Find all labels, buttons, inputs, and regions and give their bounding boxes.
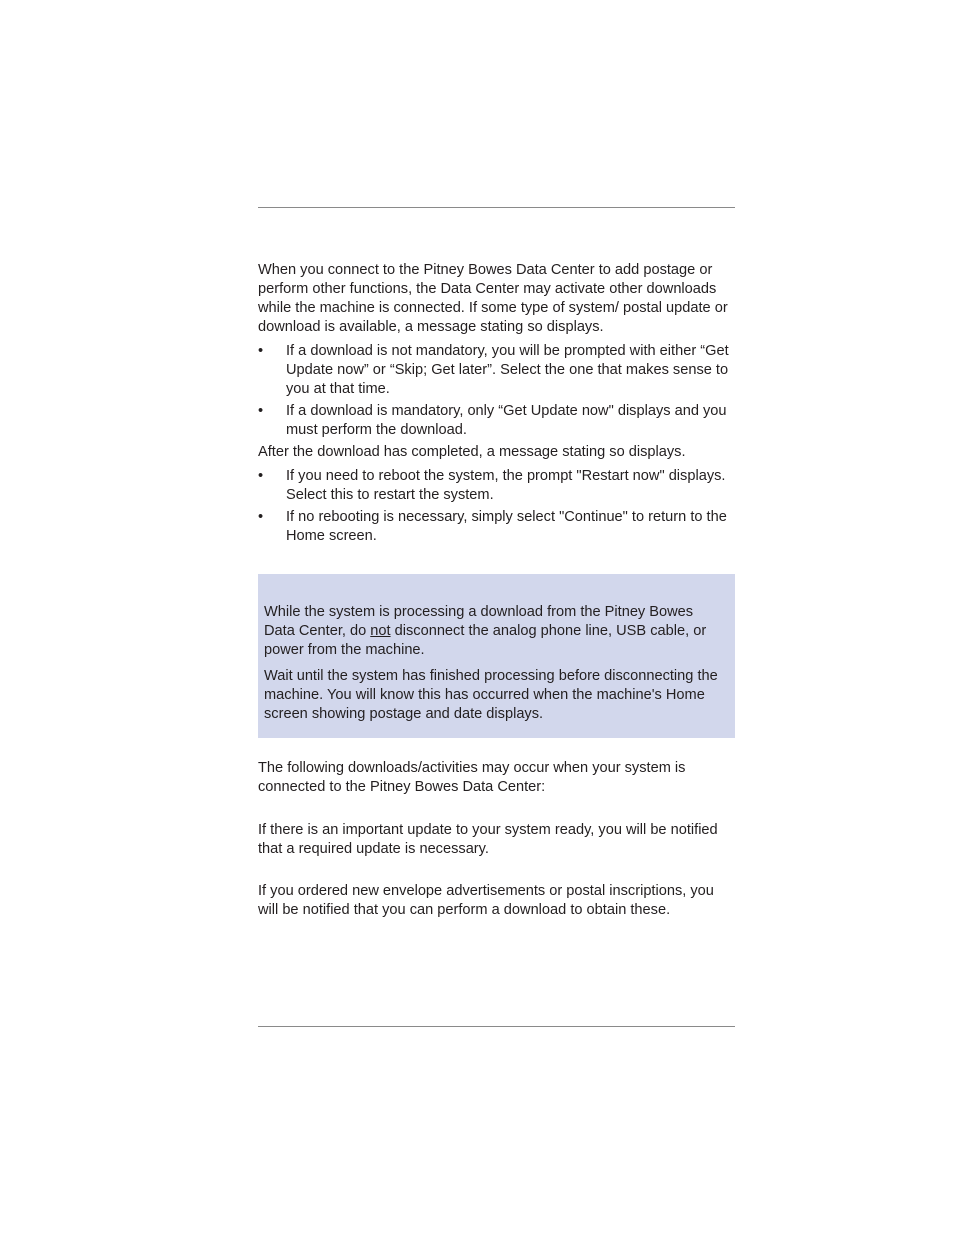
list-item bbox=[258, 402, 735, 440]
note-text: disconnect the analog phone line, USB cable, or power from the machine. bbox=[264, 623, 707, 658]
envelope-paragraph: If you ordered new envelope advertisements or postal inscriptions, you will be notified that you can perform a download to obtain these. bbox=[258, 883, 714, 918]
bullet-marker: • bbox=[258, 343, 264, 359]
list-item-text: If a download is not mandatory, you will be prompted with either “Get Update now” or “Skip; Get later”. Select the one that makes sense to you at that time. bbox=[286, 343, 729, 397]
bullet-marker: • bbox=[258, 403, 264, 419]
list-item bbox=[258, 508, 735, 546]
completion-prompt-list bbox=[258, 467, 735, 546]
list-item bbox=[258, 342, 735, 399]
note-paragraph-2: Wait until the system has finished processing before disconnecting the machine. You will know this has occurred when the machine's Home screen showing postage and date displays. bbox=[264, 668, 718, 722]
list-item-text: If you need to reboot the system, the prompt "Restart now" displays. Select this to restart the system. bbox=[286, 468, 726, 503]
intro-paragraph: When you connect to the Pitney Bowes Data Center to add postage or perform other functions, the Data Center may activate other downloads while the machine is connected. If some type of system/ postal update or download is available, a message stating so displays. bbox=[258, 262, 728, 335]
note-paragraph-1 bbox=[264, 603, 727, 660]
list-item-text: If no rebooting is necessary, simply select "Continue" to return to the Home screen. bbox=[286, 509, 727, 544]
list-item-text: If a download is mandatory, only “Get Update now" displays and you must perform the download. bbox=[286, 403, 727, 438]
bullet-marker: • bbox=[258, 468, 264, 484]
note-emphasis: not bbox=[370, 623, 391, 639]
following-paragraph: The following downloads/activities may occur when your system is connected to the Pitney Bowes Data Center: bbox=[258, 760, 686, 795]
footer-rule bbox=[258, 1026, 735, 1027]
header-rule bbox=[258, 207, 735, 208]
bullet-marker: • bbox=[258, 509, 264, 525]
download-prompt-list bbox=[258, 342, 735, 440]
note-text: While the system is processing a download from the Pitney Bowes Data Center, do bbox=[264, 604, 694, 639]
list-item bbox=[258, 467, 735, 505]
main-content bbox=[258, 261, 735, 549]
after-download-paragraph: After the download has completed, a message stating so displays. bbox=[258, 444, 686, 460]
update-paragraph: If there is an important update to your system ready, you will be notified that a required update is necessary. bbox=[258, 822, 718, 857]
caution-note-box bbox=[258, 574, 735, 738]
